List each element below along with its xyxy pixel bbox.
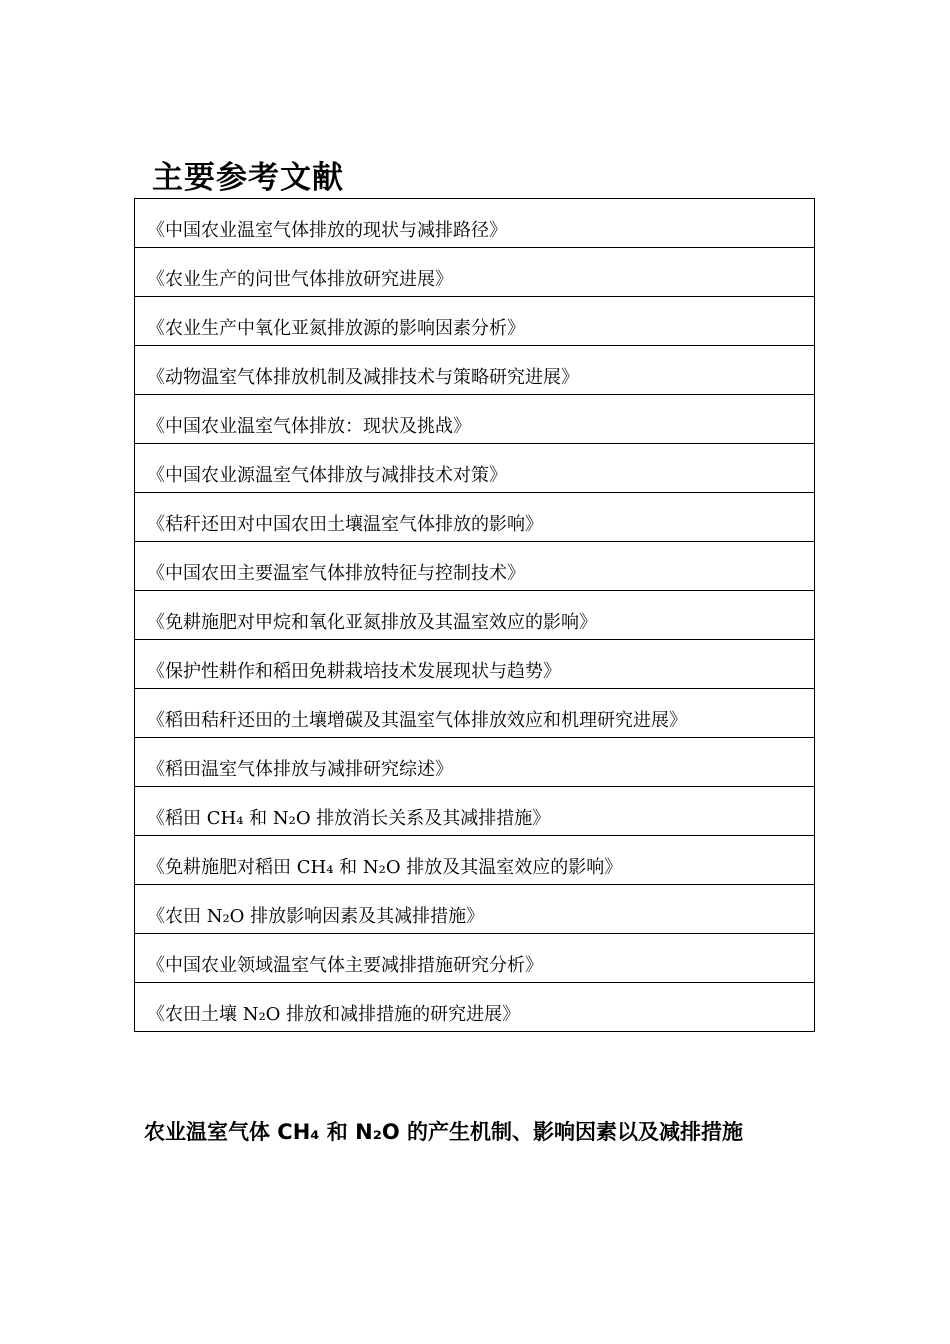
- table-row: [135, 199, 815, 248]
- reference-cell: [135, 836, 815, 885]
- reference-cell: [135, 787, 815, 836]
- reference-title: 《中国农业温室气体排放：现状及挑战》: [147, 416, 471, 437]
- table-row: [135, 640, 815, 689]
- reference-title: 《农业生产中氧化亚氮排放源的影响因素分析》: [147, 318, 525, 339]
- reference-cell: [135, 395, 815, 444]
- table-row: [135, 738, 815, 787]
- reference-title: 《中国农业领域温室气体主要减排措施研究分析》: [147, 955, 543, 976]
- reference-cell: [135, 248, 815, 297]
- reference-cell: [135, 885, 815, 934]
- reference-title: 《农业生产的问世气体排放研究进展》: [147, 269, 453, 290]
- reference-cell: [135, 199, 815, 248]
- reference-cell: [135, 444, 815, 493]
- table-row: [135, 591, 815, 640]
- reference-cell: [135, 346, 815, 395]
- reference-cell: [135, 934, 815, 983]
- reference-title: 《中国农业源温室气体排放与减排技术对策》: [147, 465, 507, 486]
- reference-title: 《农田 N₂O 排放影响因素及其减排措施》: [147, 906, 485, 927]
- reference-title: 《保护性耕作和稻田免耕栽培技术发展现状与趋势》: [147, 661, 561, 682]
- reference-title: 《中国农田主要温室气体排放特征与控制技术》: [147, 563, 525, 584]
- table-row: [135, 836, 815, 885]
- table-row: [135, 934, 815, 983]
- reference-cell: [135, 640, 815, 689]
- reference-cell: [135, 591, 815, 640]
- table-row: [135, 248, 815, 297]
- reference-title: 《农田土壤 N₂O 排放和减排措施的研究进展》: [147, 1004, 521, 1025]
- reference-cell: [135, 689, 815, 738]
- reference-title: 《秸秆还田对中国农田土壤温室气体排放的影响》: [147, 514, 543, 535]
- reference-cell: [135, 297, 815, 346]
- table-row: [135, 885, 815, 934]
- table-row: [135, 297, 815, 346]
- table-row: [135, 542, 815, 591]
- table-row: [135, 689, 815, 738]
- table-row: [135, 444, 815, 493]
- reference-cell: [135, 738, 815, 787]
- table-row: [135, 395, 815, 444]
- reference-title: 《动物温室气体排放机制及减排技术与策略研究进展》: [147, 367, 579, 388]
- reference-cell: [135, 983, 815, 1032]
- table-row: [135, 787, 815, 836]
- table-row: [135, 983, 815, 1032]
- section-title: 农业温室气体 CH₄ 和 N₂O 的产生机制、影响因素以及减排措施: [144, 1120, 744, 1144]
- references-table: [134, 198, 815, 1032]
- reference-title: 《免耕施肥对甲烷和氧化亚氮排放及其温室效应的影响》: [147, 612, 597, 633]
- reference-title: 《免耕施肥对稻田 CH₄ 和 N₂O 排放及其温室效应的影响》: [147, 857, 623, 878]
- reference-cell: [135, 542, 815, 591]
- reference-title: 《稻田温室气体排放与减排研究综述》: [147, 759, 453, 780]
- table-row: [135, 346, 815, 395]
- reference-cell: [135, 493, 815, 542]
- reference-title: 《稻田秸秆还田的土壤增碳及其温室气体排放效应和机理研究进展》: [147, 710, 687, 731]
- reference-title: 《稻田 CH₄ 和 N₂O 排放消长关系及其减排措施》: [147, 808, 551, 829]
- table-row: [135, 493, 815, 542]
- reference-title: 《中国农业温室气体排放的现状与减排路径》: [147, 220, 507, 241]
- references-heading: 主要参考文献: [152, 160, 344, 196]
